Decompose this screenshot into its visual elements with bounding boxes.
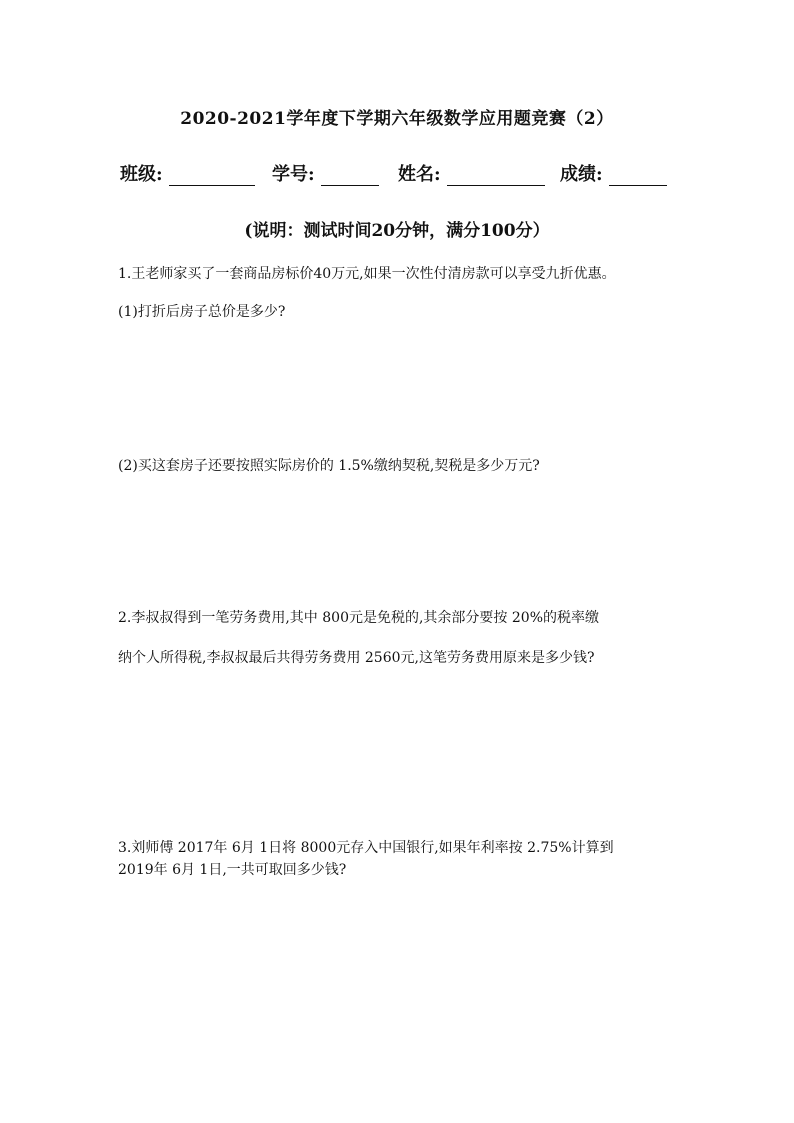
score-blank <box>609 165 667 186</box>
class-blank <box>169 165 255 186</box>
question-1-stem: 1.王老师家买了一套商品房标价40万元,如果一次性付清房款可以享受九折优惠。 <box>118 266 616 282</box>
student-info-line <box>120 160 680 188</box>
question-3-line-1: 3.刘师傅 2017年 6月 1日将 8000元存入中国银行,如果年利率按 2.75%计算到 <box>118 840 614 856</box>
student-number-blank <box>321 165 379 186</box>
name-field <box>398 160 545 186</box>
class-field <box>120 160 255 186</box>
score-label: 成绩: <box>560 164 603 185</box>
page-title: 2020-2021学年度下学期六年级数学应用题竞赛（2） <box>180 109 614 129</box>
name-blank <box>447 165 545 186</box>
class-label: 班级: <box>120 164 163 185</box>
question-2-line-2: 纳个人所得税,李叔叔最后共得劳务费用 2560元,这笔劳务费用原来是多少钱? <box>118 650 595 666</box>
question-1-part-1: (1)打折后房子总价是多少? <box>118 304 286 320</box>
question-3-line-2: 2019年 6月 1日,一共可取回多少钱? <box>118 862 347 878</box>
student-number-label: 学号: <box>272 164 315 185</box>
student-number-field <box>272 160 379 186</box>
score-field <box>560 160 667 186</box>
question-1-part-2: (2)买这套房子还要按照实际房价的 1.5%缴纳契税,契税是多少万元? <box>118 458 540 474</box>
name-label: 姓名: <box>398 164 441 185</box>
question-2-line-1: 2.李叔叔得到一笔劳务费用,其中 800元是免税的,其余部分要按 20%的税率缴 <box>118 610 599 626</box>
instructions-note: (说明：测试时间20分钟，满分100分） <box>244 221 550 241</box>
